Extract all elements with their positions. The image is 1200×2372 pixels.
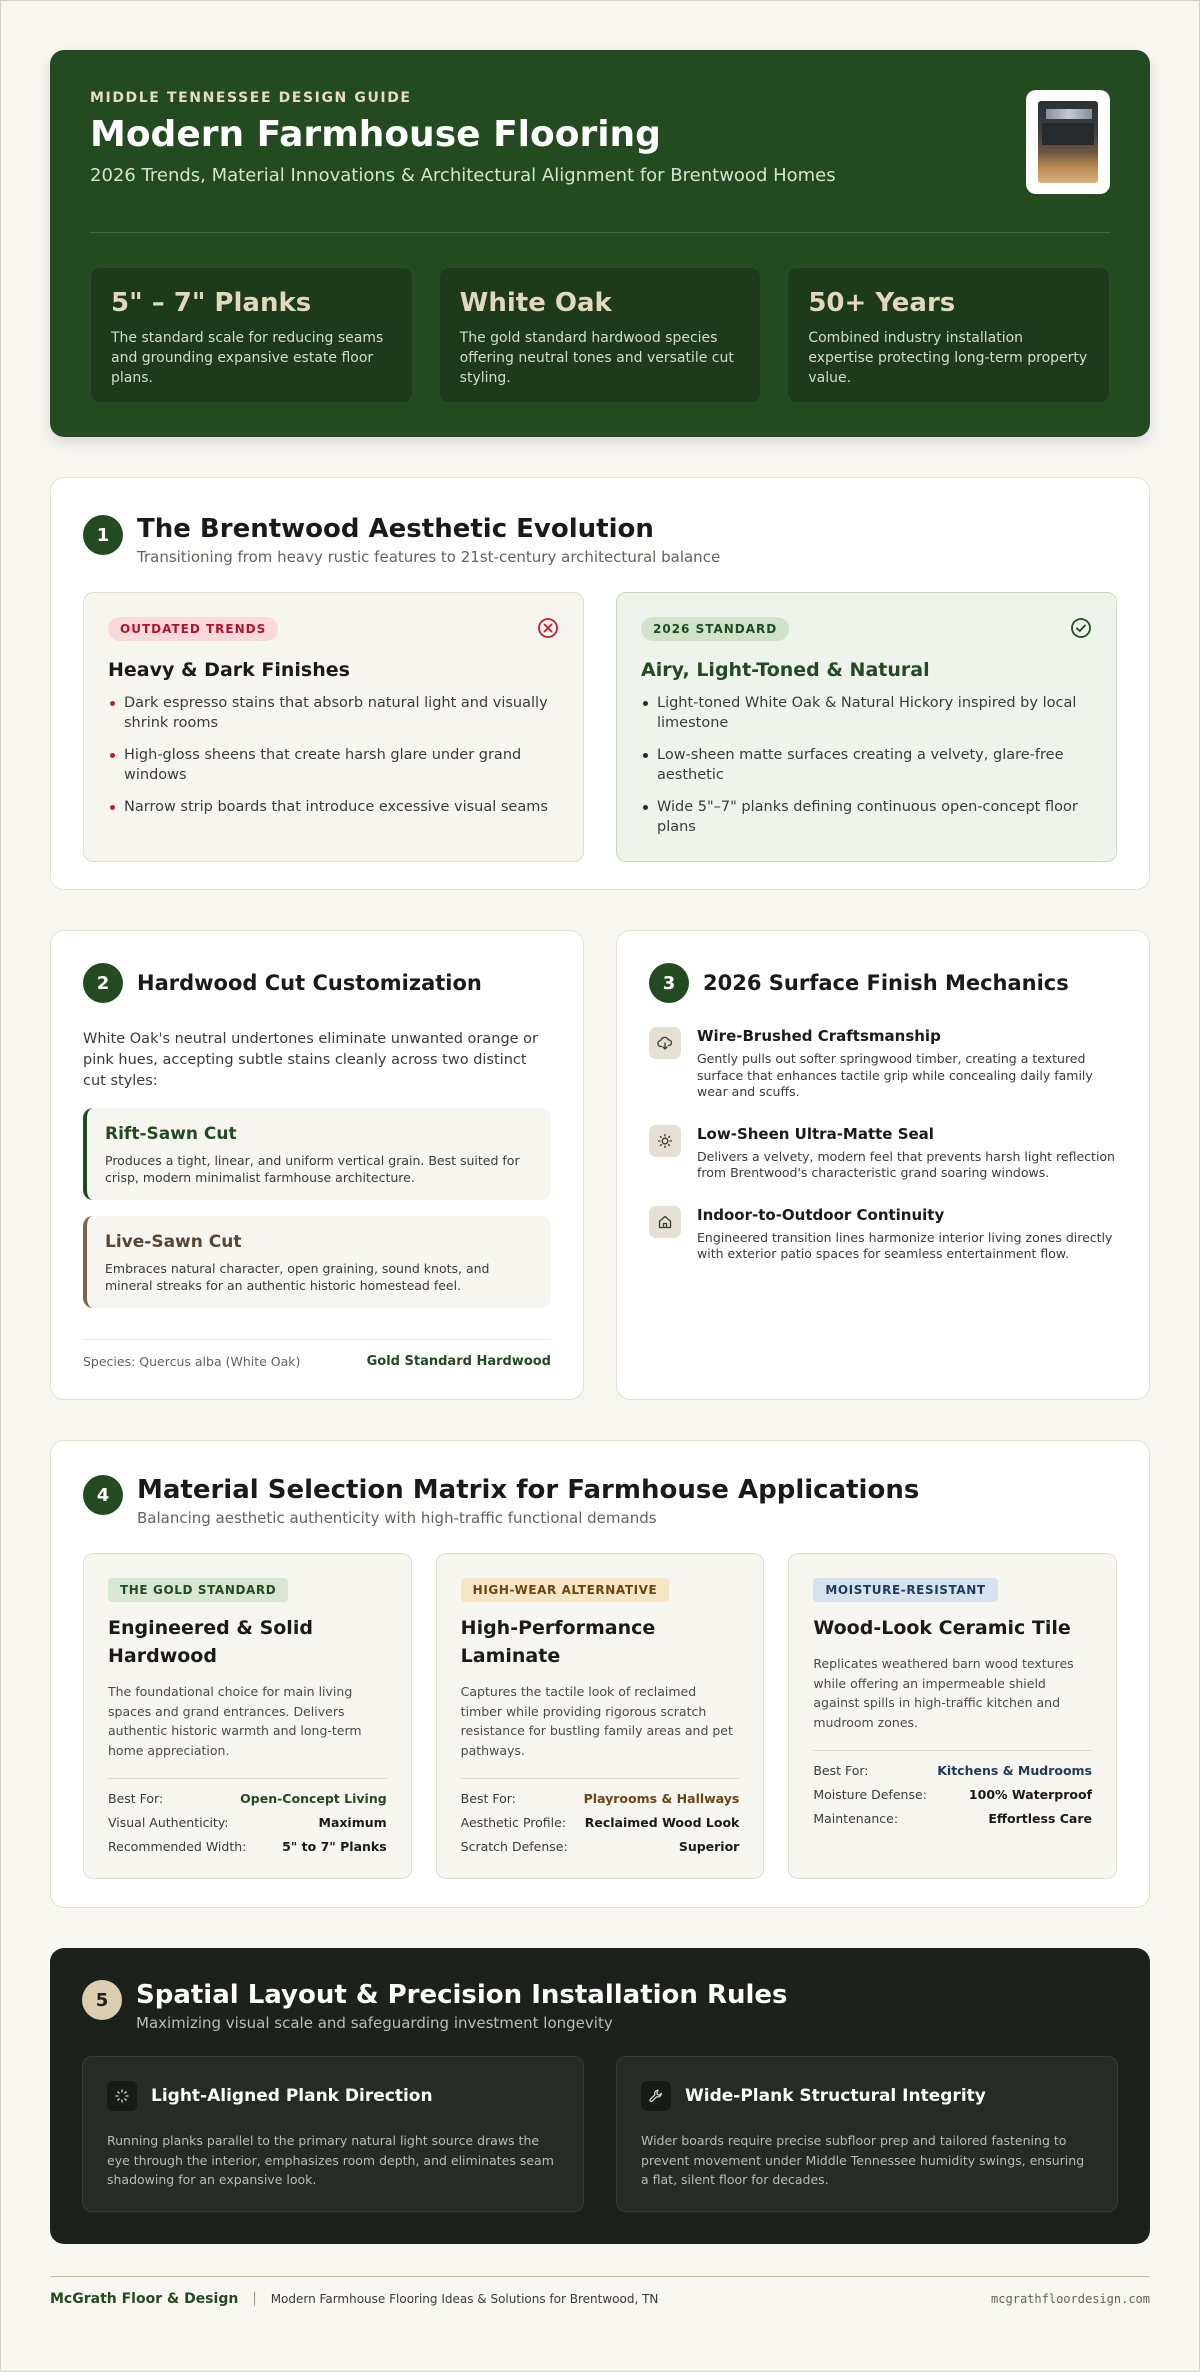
material-tag: THE GOLD STANDARD (108, 1578, 288, 1602)
spec-row (108, 1787, 387, 1811)
spec-row (461, 1811, 740, 1835)
material-cards (83, 1553, 1117, 1879)
spec-value: Open-Concept Living (240, 1791, 387, 1806)
spec-value: Superior (678, 1839, 740, 1854)
material-title: Engineered & Solid Hardwood (108, 1617, 313, 1667)
footer-description: Modern Farmhouse Flooring Ideas & Solutions for Brentwood, TN (270, 2291, 659, 2306)
material-specs (461, 1778, 740, 1859)
spec-value: Kitchens & Mudrooms (937, 1763, 1093, 1778)
hardwood-cut-section (50, 930, 584, 1400)
stat-value: 5" – 7" Planks (111, 288, 312, 318)
spec-label: Maintenance: (813, 1811, 899, 1826)
outdated-badge: OUTDATED TRENDS (108, 617, 278, 641)
material-description: Replicates weathered barn wood textures while offering an impermeable shield against spills in high-traffic kitchen and mudroom zones. (813, 1656, 1074, 1730)
section-title: Material Selection Matrix for Farmhouse Applications (137, 1475, 920, 1505)
list-item: Narrow strip boards that introduce excessive visual seams (108, 797, 559, 817)
aesthetic-evolution-section (50, 477, 1150, 890)
standard-heading: Airy, Light-Toned & Natural (641, 659, 930, 681)
standard-trends-card (616, 592, 1117, 862)
footer-brand: McGrath Floor & Design (50, 2290, 239, 2307)
spec-value: 5" to 7" Planks (282, 1839, 387, 1854)
footer-url-link[interactable]: mcgrathfloordesign.com (991, 2291, 1150, 2306)
material-tag: MOISTURE-RESISTANT (813, 1578, 997, 1602)
finish-item (649, 1125, 1117, 1182)
rule-description: Wider boards require precise subfloor prep and tailored fastening to prevent movement under Middle Tennessee humidity swings, ensuring a flat, silent floor for decades. (641, 2133, 1085, 2187)
spec-label: Visual Authenticity: (108, 1815, 229, 1830)
list-item: Wide 5"–7" planks defining continuous open-concept floor plans (641, 797, 1092, 837)
sunburst-icon (107, 2081, 137, 2111)
stat-card (439, 267, 762, 403)
list-item: Dark espresso stains that absorb natural light and visually shrink rooms (108, 693, 559, 733)
list-item: Light-toned White Oak & Natural Hickory inspired by local limestone (641, 693, 1092, 733)
section-number-badge: 1 (83, 515, 123, 555)
section-header (83, 963, 551, 1003)
stat-description: The gold standard hardwood species offering neutral tones and versatile cut styling. (459, 330, 734, 386)
evolution-comparison (83, 592, 1117, 862)
material-card-tile (788, 1553, 1117, 1879)
species-label: Species: Quercus alba (White Oak) (83, 1354, 301, 1369)
section-header (82, 1980, 1118, 2032)
section-number-badge: 5 (82, 1980, 122, 2020)
outdated-trends-card (83, 592, 584, 862)
species-footer (83, 1339, 551, 1369)
standard-list (641, 693, 1092, 837)
material-specs (813, 1750, 1092, 1831)
spec-value: Playrooms & Hallways (583, 1791, 740, 1806)
spec-row (813, 1783, 1092, 1807)
cut-title: Live-Sawn Cut (105, 1232, 242, 1252)
installation-rules-section (50, 1948, 1150, 2244)
outdated-heading: Heavy & Dark Finishes (108, 659, 350, 681)
finish-item (649, 1027, 1117, 1101)
spec-row (108, 1811, 387, 1835)
hero-eyebrow: MIDDLE TENNESSEE DESIGN GUIDE (90, 90, 412, 106)
page-title: Modern Farmhouse Flooring (90, 114, 661, 155)
stat-value: 50+ Years (808, 288, 956, 318)
cut-description: Embraces natural character, open graining, sound knots, and mineral streaks for an authentic historic homestead feel. (105, 1261, 490, 1293)
finish-description: Delivers a velvety, modern feel that prevents harsh light reflection from Brentwood's characteristic grand soaring windows. (697, 1148, 1115, 1180)
stat-card (787, 267, 1110, 403)
material-title: High-Performance Laminate (460, 1617, 656, 1667)
rules-row (82, 2056, 1118, 2212)
finish-description: Engineered transition lines harmonize interior living zones directly with exterior patio spaces for seamless entertainment flow. (697, 1229, 1113, 1261)
rule-card (82, 2056, 584, 2212)
section-header (83, 1475, 1117, 1527)
stat-value: White Oak (459, 288, 612, 318)
sun-icon (649, 1125, 681, 1157)
stats-row (90, 267, 1110, 403)
surface-finish-section (616, 930, 1150, 1400)
stat-description: Combined industry installation expertise protecting long-term property value. (808, 330, 1088, 386)
spec-label: Best For: (813, 1763, 869, 1778)
section-number-badge: 4 (83, 1475, 123, 1515)
hero-banner (50, 50, 1150, 437)
material-matrix-section (50, 1440, 1150, 1908)
rule-title: Light-Aligned Plank Direction (151, 2086, 433, 2106)
footer-separator: | (252, 2291, 257, 2306)
spec-label: Best For: (108, 1791, 164, 1806)
spec-row (813, 1759, 1092, 1783)
material-card-laminate (436, 1553, 765, 1879)
section-subtitle: Balancing aesthetic authenticity with high-traffic functional demands (137, 1509, 657, 1527)
standard-badge: 2026 STANDARD (641, 617, 789, 641)
home-icon (649, 1206, 681, 1238)
rule-description: Running planks parallel to the primary natural light source draws the eye through the interior, emphasizes room depth, and eliminates seam shadowing for an expansive look. (107, 2133, 554, 2187)
spec-row (461, 1835, 740, 1859)
finish-title: Indoor-to-Outdoor Continuity (697, 1205, 945, 1224)
section-number-badge: 2 (83, 963, 123, 1003)
spec-label: Recommended Width: (108, 1839, 247, 1854)
stat-description: The standard scale for reducing seams and grounding expansive estate floor plans. (111, 330, 384, 386)
section-number-badge: 3 (649, 963, 689, 1003)
section-title: Spatial Layout & Precision Installation Rules (136, 1980, 788, 2010)
spec-label: Aesthetic Profile: (460, 1815, 567, 1830)
material-description: The foundational choice for main living spaces and grand entrances. Delivers authentic historic warmth and long-term home appreciation. (108, 1684, 362, 1758)
section-subtitle: Transitioning from heavy rustic features to 21st-century architectural balance (137, 548, 721, 566)
stat-card (90, 267, 413, 403)
hero-thumbnail (1026, 90, 1110, 194)
check-circle-icon (1070, 617, 1092, 639)
rule-card (616, 2056, 1118, 2212)
spec-row (813, 1807, 1092, 1831)
finish-title: Wire-Brushed Craftsmanship (697, 1027, 941, 1045)
interior-photo (1038, 101, 1098, 183)
spec-label: Moisture Defense: (813, 1787, 927, 1802)
rule-title: Wide-Plank Structural Integrity (685, 2086, 986, 2106)
material-card-hardwood (83, 1553, 412, 1879)
page-footer (50, 2276, 1150, 2320)
live-sawn-card (83, 1216, 551, 1308)
x-circle-icon (537, 617, 559, 639)
finish-title: Low-Sheen Ultra-Matte Seal (697, 1124, 934, 1143)
list-item: Low-sheen matte surfaces creating a velvety, glare-free aesthetic (641, 745, 1092, 785)
section-title: Hardwood Cut Customization (137, 971, 482, 995)
list-item: High-gloss sheens that create harsh glare under grand windows (108, 745, 559, 785)
finish-item (649, 1206, 1117, 1263)
cut-description: Produces a tight, linear, and uniform vertical grain. Best suited for crisp, modern minimalist farmhouse architecture. (105, 1153, 520, 1185)
spec-label: Scratch Defense: (460, 1839, 568, 1854)
section-header (649, 963, 1117, 1003)
material-specs (108, 1778, 387, 1859)
wrench-icon (641, 2081, 671, 2111)
finish-description: Gently pulls out softer springwood timber, creating a textured surface that enhances tactile grip while concealing daily family wear and scuffs. (697, 1051, 1093, 1099)
hero-divider (90, 232, 1110, 233)
cloud-download-icon (649, 1027, 681, 1059)
spec-row (461, 1787, 740, 1811)
spec-value: 100% Waterproof (968, 1787, 1093, 1802)
material-tag: HIGH-WEAR ALTERNATIVE (461, 1578, 670, 1602)
hero-subtitle: 2026 Trends, Material Innovations & Architectural Alignment for Brentwood Homes (90, 165, 836, 186)
spec-value: Maximum (318, 1815, 387, 1830)
section-title: The Brentwood Aesthetic Evolution (137, 514, 654, 544)
spec-row (108, 1835, 387, 1859)
section-intro: White Oak's neutral undertones eliminate unwanted orange or pink hues, accepting subtle stains cleanly across two distinct cut styles: (83, 1031, 539, 1089)
section-subtitle: Maximizing visual scale and safeguarding investment longevity (136, 2014, 613, 2032)
rift-sawn-card (83, 1108, 551, 1200)
spec-label: Best For: (460, 1791, 516, 1806)
section-title: 2026 Surface Finish Mechanics (703, 971, 1069, 995)
material-description: Captures the tactile look of reclaimed timber while providing rigorous scratch resistance for bustling family areas and pet pathways. (460, 1684, 733, 1758)
cut-title: Rift-Sawn Cut (105, 1124, 237, 1144)
material-title: Wood-Look Ceramic Tile (813, 1617, 1071, 1639)
gold-standard-label: Gold Standard Hardwood (366, 1354, 551, 1369)
spec-value: Effortless Care (988, 1811, 1093, 1826)
spec-value: Reclaimed Wood Look (584, 1815, 740, 1830)
section-header (83, 514, 1117, 566)
outdated-list (108, 693, 559, 817)
